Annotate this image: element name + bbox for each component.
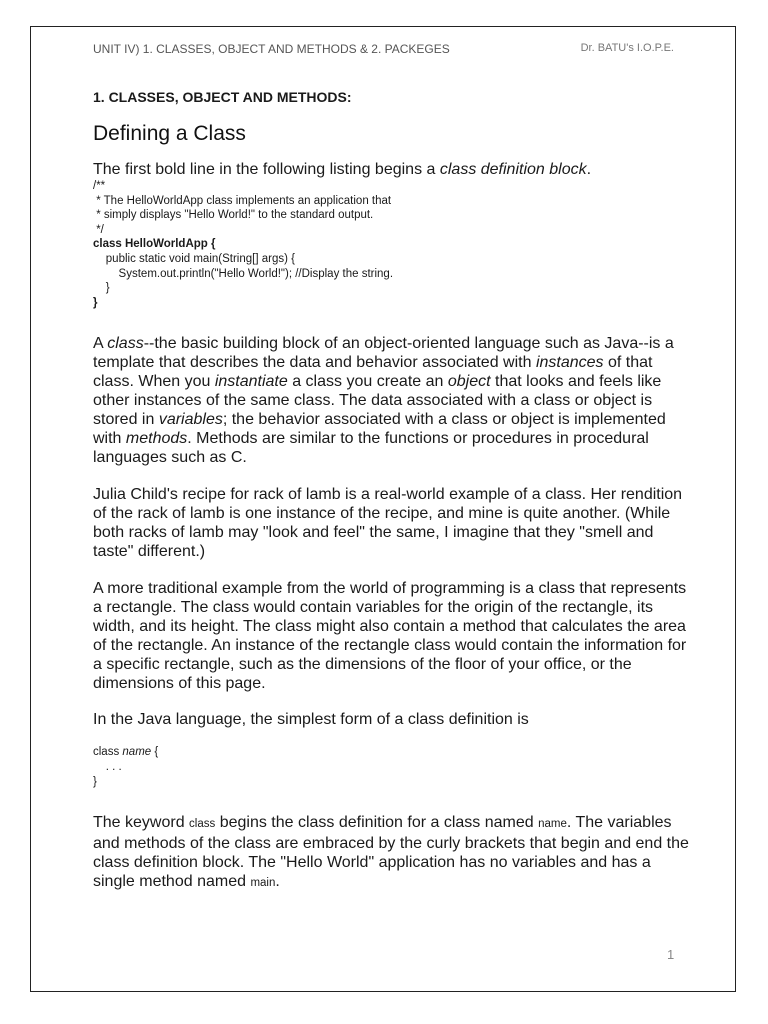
simplest-form-paragraph: In the Java language, the simplest form of a class definition is	[93, 711, 529, 729]
text: . Methods are similar to the functions or procedures in procedural languages such as C.	[93, 430, 649, 467]
code-line-class-declaration: class HelloWorldApp {	[93, 238, 216, 251]
text: a class you create an	[287, 373, 448, 391]
inline-code: class	[189, 818, 216, 831]
intro-period: .	[586, 161, 592, 178]
text: . The variables and methods of the class are embraced by the curly brackets that begin and end the class definition block. The "Hello World" application has no variables and has a single method named	[93, 814, 689, 891]
code-line: * simply displays "Hello World!" to the standard output.	[93, 209, 374, 222]
text: .	[275, 873, 280, 891]
intro-paragraph	[93, 160, 693, 179]
text: A	[93, 335, 108, 353]
recipe-example-paragraph: Julia Child's recipe for rack of lamb is a real-world example of a class. Her rendition of the rack of lamb is one instance of the recipe, and mine is quite another. (While both racks of lamb may "look and feel" the same, I imagine that they "smell and taste" different.)	[93, 486, 683, 561]
emphasis: class	[107, 335, 144, 353]
code-line: System.out.println("Hello World!"); //Display the string.	[93, 267, 394, 280]
emphasis: instances	[535, 354, 604, 372]
document-body	[93, 88, 693, 893]
emphasis: object	[447, 373, 491, 391]
code-brace: {	[151, 746, 159, 759]
text: The keyword	[93, 814, 190, 832]
page-title: Defining a Class	[93, 122, 246, 145]
emphasis: instantiate	[214, 373, 288, 391]
intro-text: The first bold line in the following listing begins a	[93, 161, 440, 178]
code-line: * The HelloWorldApp class implements an application that	[93, 194, 392, 207]
text: begins the class definition for a class named	[215, 814, 539, 832]
code-keyword: class	[93, 746, 123, 759]
emphasis: methods	[125, 430, 188, 448]
rectangle-example-paragraph: A more traditional example from the world of programming is a class that represents a rectangle. The class would contain variables for the origin of the rectangle, its width, and its height. The class might also contain a method that calculates the area of the rectangle. An instance of the rectangle class would contain the information for a specific rectangle, such as the dimensions of the floor of your office, or the dimensions of this page.	[93, 580, 687, 693]
hello-world-code-listing	[93, 179, 693, 310]
code-line: /**	[93, 180, 106, 192]
text: --the basic building block of an object-oriented language such as Java--is a template that describes the data and behavior associated with	[93, 335, 674, 372]
code-line-closing-brace: }	[93, 296, 98, 309]
section-heading: 1. CLASSES, OBJECT AND METHODS:	[93, 89, 352, 105]
running-header-author: Dr. BATU's I.O.P.E.	[580, 42, 674, 54]
code-line: */	[93, 223, 104, 236]
code-placeholder: name	[122, 746, 152, 759]
page-number: 1	[667, 947, 675, 962]
code-line: }	[93, 282, 110, 295]
inline-code: name	[538, 818, 567, 831]
simple-class-code	[93, 745, 693, 789]
emphasis: variables	[158, 411, 223, 429]
running-header-title: UNIT IV) 1. CLASSES, OBJECT AND METHODS & 2. PACKEGES	[93, 42, 450, 56]
text: of that class. When you	[93, 354, 653, 391]
code-line: }	[93, 775, 97, 788]
code-line: public static void main(String[] args) {	[93, 252, 295, 265]
keyword-explanation-paragraph	[93, 813, 693, 893]
code-line: . . .	[93, 760, 122, 773]
text: that looks and feels like other instances of the same class. The data associated with a class or object is stored in	[93, 373, 662, 429]
intro-emphasis: class definition block	[439, 161, 587, 178]
class-definition-paragraph	[93, 334, 693, 467]
text: ; the behavior associated with a class or object is implemented with	[93, 411, 666, 448]
code-line	[93, 745, 693, 760]
inline-code: main	[250, 877, 276, 890]
